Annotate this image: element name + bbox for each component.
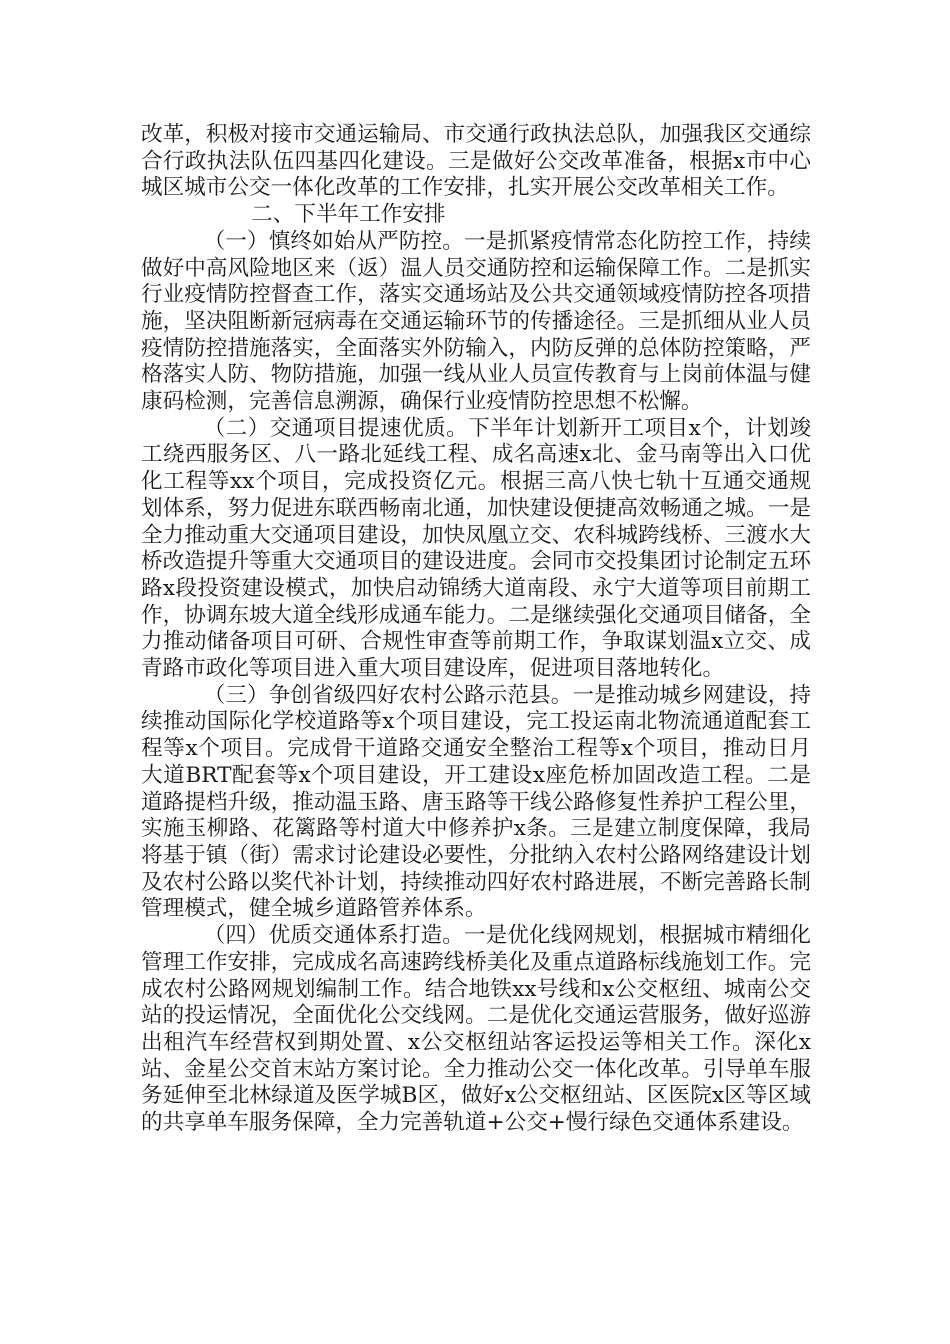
paragraph-rural-roads: （三）争创省级四好农村公路示范县。一是推动城乡网建设，持续推动国际化学校道路等x个项目建设，完工投运南北物流通道配套工程等x个项目。完成骨干道路交通安全整治工程等x个项目，推动日月大道BRT配套等x个项目建设，开工建设x座危桥加固改造工程。二是道路提档升级，推动温玉路、唐玉路等干线公路修复性养护工程公里，实施玉柳路、花篱路等村道大中修养护x条。三是建立制度保障，我局将基于镇（街）需求讨论建设必要性，分批纳入农村公路网络建设计划及农村公路以奖代补计划，持续推动四好农村路进展，不断完善路长制管理模式，健全城乡道路管养体系。: [141, 682, 811, 922]
paragraph-epidemic-control: （一）慎终如始从严防控。一是抓紧疫情常态化防控工作，持续做好中高风险地区来（返）温人员交通防控和运输保障工作。二是抓实行业疫情防控督查工作，落实交通场站及公共交通领域疫情防控各项措施，坚决阻断新冠病毒在交通运输环节的传播途径。三是抓细从业人员疫情防控措施落实，全面落实外防输入，内防反弹的总体防控策略，严格落实人防、物防措施，加强一线从业人员宣传教育与上岗前体温与健康码检测，完善信息溯源，确保行业疫情防控思想不松懈。: [141, 228, 811, 415]
paragraph-continuation: 改革，积极对接市交通运输局、市交通行政执法总队，加强我区交通综合行政执法队伍四基四化建设。三是做好公交改革准备，根据x市中心城区城市公交一体化改革的工作安排，扎实开展公交改革相关工作。: [141, 122, 811, 201]
paragraph-transport-projects: （二）交通项目提速优质。下半年计划新开工项目x个，计划竣工绕西服务区、八一路北延线工程、成名高速x北、金马南等出入口优化工程等xx个项目，完成投资亿元。根据三高八快七轨十互通交通规划体系，努力促进东联西畅南北通，加快建设便捷高效畅通之城。一是全力推动重大交通项目建设，加快凤凰立交、农科城跨线桥、三渡水大桥改造提升等重大交通项目的建设进度。会同市交投集团讨论制定五环路x段投资建设模式，加快启动锦绣大道南段、永宁大道等项目前期工作，协调东坡大道全线形成通车能力。二是继续强化交通项目储备，全力推动储备项目可研、合规性审查等前期工作，争取谋划温x立交、成青路市政化等项目进入重大项目建设库，促进项目落地转化。: [141, 415, 811, 682]
document-body: [141, 122, 811, 1137]
section-heading: 二、下半年工作安排: [251, 202, 446, 228]
paragraph-transport-system: （四）优质交通体系打造。一是优化线网规划，根据城市精细化管理工作安排，完成成名高速跨线桥美化及重点道路标线施划工作。完成农村公路网规划编制工作。结合地铁xx号线和x公交枢纽、城南公交站的投运情况，全面优化公交线网。二是优化交通运营服务，做好巡游出租汽车经营权到期处置、x公交枢纽站客运投运等相关工作。深化x站、金星公交首末站方案讨论。全力推动公交一体化改革。引导单车服务延伸至北林绿道及医学城B区，做好x公交枢纽站、区医院x区等区域的共享单车服务保障，全力完善轨道+公交+慢行绿色交通体系建设。: [141, 923, 811, 1136]
